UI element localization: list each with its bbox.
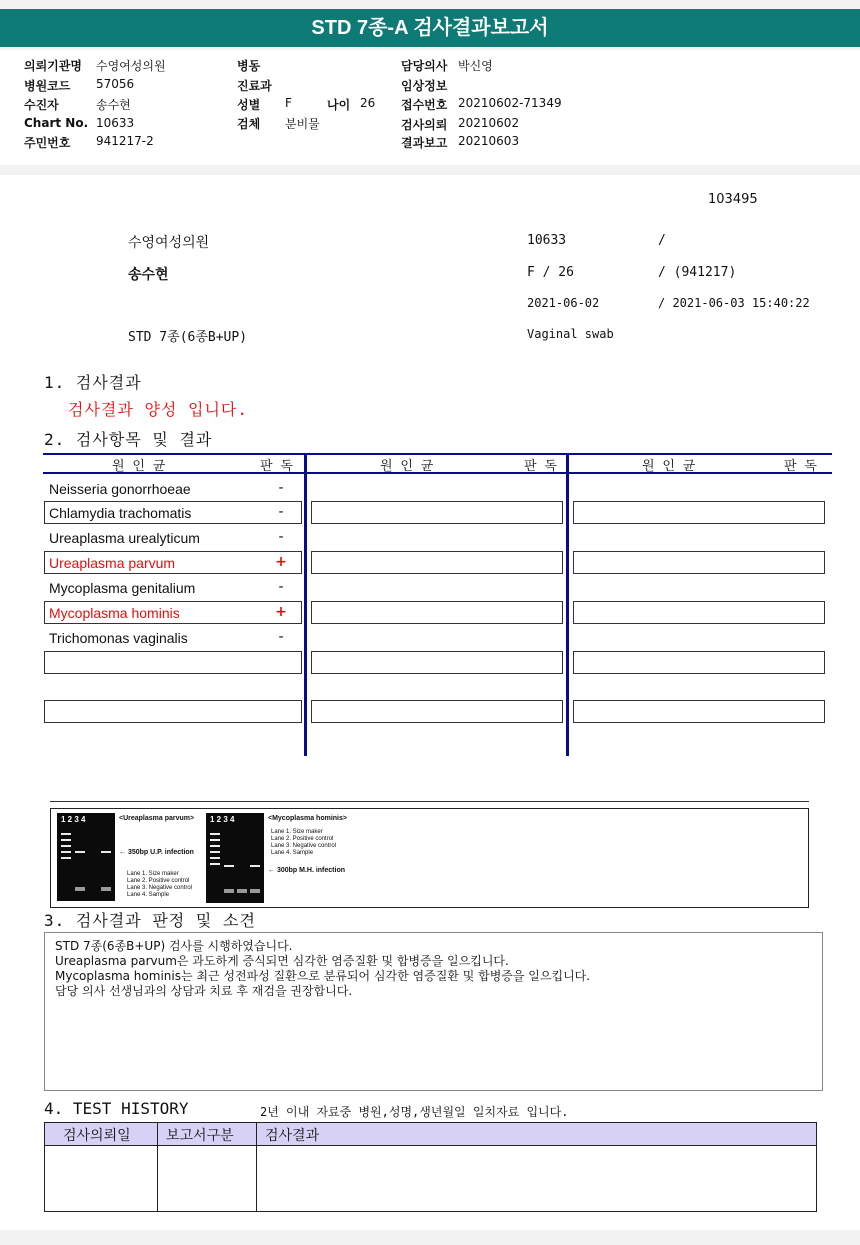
item-name-parvum: Ureaplasma parvum [49,555,176,571]
report-datetime: / 2021-06-03 15:40:22 [658,296,810,310]
patient-info-panel [0,50,860,165]
gel-band [210,863,220,865]
gel-band [250,889,260,893]
report-date-value: 20210603 [458,134,520,148]
examinee-value: 송수현 [96,98,131,112]
gel-images-panel [50,808,809,908]
item-result-urealyticum: - [278,529,284,545]
mh-legend-2: Lane 2. Positive control [271,836,334,842]
item-result-genitalium: - [278,579,284,595]
up-legend-1: Lane 1. Size maker [127,871,179,877]
section1-title: 1. 검사결과 [44,373,142,392]
mh-gel-title: <Mycoplasma hominis> [268,815,347,822]
history-header [45,1123,816,1146]
gel-band [224,889,234,893]
request-date-label: 검사의뢰 [401,118,448,132]
age-label: 나이 [327,98,351,112]
report-title: STD 7종-A 검사결과보고서 [0,9,860,47]
sex-label: 성별 [237,98,261,112]
result-cell [573,601,825,624]
receipt-no-label: 접수번호 [401,98,448,112]
col-judgement-1: 판 독 [260,459,293,474]
col-judgement-2: 판 독 [524,459,557,474]
mh-legend-3: Lane 3. Negative control [271,843,337,849]
history-col-request-date: 검사의뢰일 [63,1128,131,1144]
gel-band [61,857,71,859]
up-legend-4: Lane 4. Sample [127,892,170,898]
report-institution: 수영여성의원 [128,235,210,251]
item-result-parvum: + [275,554,287,570]
report-chart-no: 10633 [527,233,567,248]
overall-result: 검사결과 양성 입니다. [68,400,249,419]
doctor-label: 담당의사 [401,59,448,73]
gel-band [210,857,220,859]
section4-title: 4. TEST HISTORY [44,1099,189,1118]
chart-no-label: Chart No. [24,116,89,130]
gel-band [237,889,247,893]
report-date-label: 결과보고 [401,136,448,150]
gel-band [61,833,71,835]
report-sex-age: F / 26 [527,265,574,280]
history-col-divider [157,1123,158,1211]
clinical-info-label: 임상정보 [401,79,448,93]
mh-gel-band-label: ← 300bp M.H. infection [268,867,346,874]
history-col-result: 검사결과 [265,1128,320,1144]
mh-legend-4: Lane 4. Sample [271,850,314,856]
item-name-genitalium: Mycoplasma genitalium [49,580,196,596]
ward-label: 병동 [237,59,261,73]
grid-divider-2 [566,453,569,756]
section2-title: 2. 검사항목 및 결과 [44,430,213,449]
report-test-name: STD 7종(6종B+UP) [128,330,248,345]
result-cell [44,651,302,674]
report-id: 103495 [708,192,758,207]
opinion-line: Mycoplasma hominis는 최근 성전파성 질환으로 분류되어 심각한 염증질환 및 합병증을 일으킵니다. [55,969,591,983]
item-result-hominis: + [275,604,287,620]
gel-band [210,839,220,841]
request-date-value: 20210602 [458,116,520,130]
col-judgement-3: 판 독 [784,459,817,474]
result-cell [573,651,825,674]
item-name-hominis: Mycoplasma hominis [49,605,180,621]
sex-value: F [285,96,292,110]
resident-no-value: 941217-2 [96,134,154,148]
mh-legend-1: Lane 1. Size maker [271,829,323,835]
gel-band [61,845,71,847]
dept-label: 진료과 [237,79,272,93]
report-specimen: Vaginal swab [527,327,614,341]
gel-band [210,833,220,835]
result-cell [311,551,563,574]
gel-band [61,839,71,841]
age-value: 26 [360,96,376,110]
specimen-value: 분비물 [285,117,320,131]
result-cell [573,700,825,723]
mh-gel-image [206,813,264,903]
examinee-label: 수진자 [24,98,59,112]
result-cell [311,601,563,624]
up-gel-image [57,813,115,901]
item-result-chlamydia: - [278,504,284,520]
result-cell [573,551,825,574]
opinion-line: 담당 의사 선생님과의 상담과 치료 후 재검을 권장합니다. [55,984,353,998]
up-gel-band-label: ← 350bp U.P. infection [119,849,194,856]
gel-band [101,851,111,853]
hospital-code-value: 57056 [96,77,135,91]
gel-band [101,887,111,891]
chart-no-value: 10633 [96,116,135,130]
result-cell [44,700,302,723]
resident-no-label: 주민번호 [24,136,71,150]
item-name-trichomonas: Trichomonas vaginalis [49,630,188,646]
col-pathogen-3: 원 인 균 [642,459,696,474]
gel-band [75,851,85,853]
up-gel-lanes: 1 2 3 4 [61,815,86,824]
institution-label: 의뢰기관명 [24,59,82,73]
up-legend-2: Lane 2. Positive control [127,878,190,884]
result-cell [311,651,563,674]
report-request-date: 2021-06-02 [527,296,600,310]
opinion-box [44,932,823,1091]
item-result-trichomonas: - [278,629,284,645]
history-col-report-type: 보고서구분 [166,1128,234,1144]
report-birth: / (941217) [658,265,737,280]
item-result-gonorrhoeae: - [278,480,284,496]
section3-title: 3. 검사결과 판정 및 소견 [44,911,256,930]
up-gel-title: <Ureaplasma parvum> [119,815,195,822]
gel-divider [50,801,809,802]
gel-band [61,851,71,853]
doctor-value: 박신영 [458,59,493,73]
result-cell [311,700,563,723]
hospital-code-label: 병원코드 [24,79,71,93]
col-pathogen-2: 원 인 균 [380,459,434,474]
institution-value: 수영여성의원 [96,59,166,73]
opinion-line: STD 7종(6종B+UP) 검사를 시행하였습니다. [55,939,293,953]
history-table [44,1122,817,1212]
gel-band [75,887,85,891]
history-col-divider [256,1123,257,1211]
report-patient-name: 송수현 [128,267,169,283]
up-legend-3: Lane 3. Negative control [127,885,193,891]
item-name-urealyticum: Ureaplasma urealyticum [49,530,200,546]
grid-divider-1 [304,453,307,756]
gel-band [210,845,220,847]
report-slash: / [658,233,666,248]
gel-band [210,851,220,853]
history-note: 2년 이내 자료중 병원,성명,생년월일 일치자료 입니다. [260,1105,569,1119]
opinion-line: Ureaplasma parvum은 과도하게 증식되면 심각한 염증질환 및 합병증을 일으킵니다. [55,954,509,968]
item-name-chlamydia: Chlamydia trachomatis [49,505,192,521]
result-cell [573,501,825,524]
mh-gel-lanes: 1 2 3 4 [210,815,235,824]
result-cell [311,501,563,524]
col-pathogen-1: 원 인 균 [112,459,166,474]
item-name-gonorrhoeae: Neisseria gonorrhoeae [49,481,191,497]
specimen-label: 검체 [237,117,261,131]
gel-band [224,865,234,867]
receipt-no-value: 20210602-71349 [458,96,562,110]
report-sheet [0,175,860,1230]
gel-band [250,865,260,867]
